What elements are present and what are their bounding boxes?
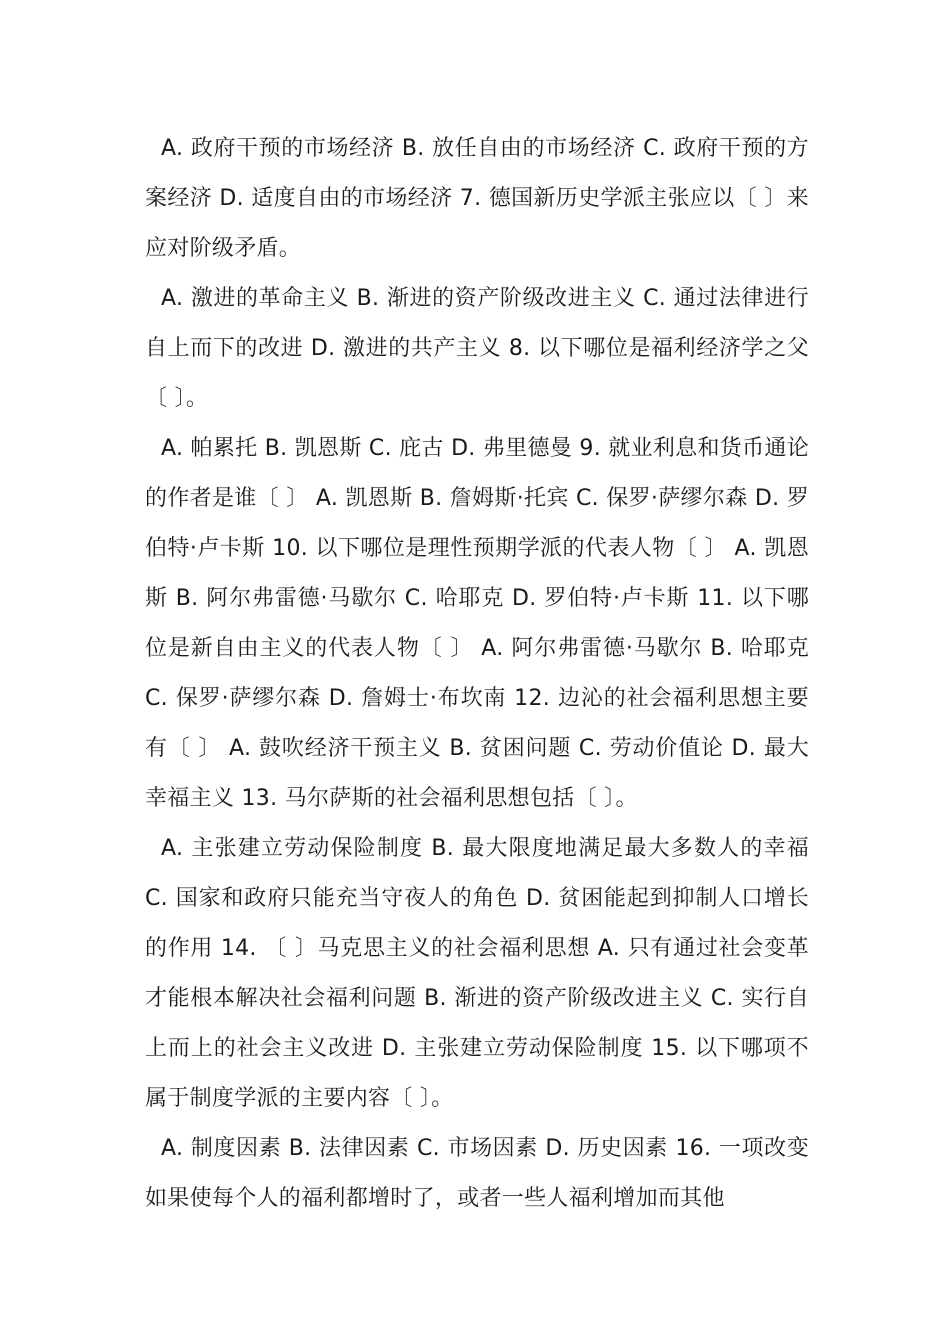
paragraph-options-q15-q16: A. 制度因素 B. 法律因素 C. 市场因素 D. 历史因素 16. 一项改变如果使每个人的福利都增时了，或者一些人福利增加而其他 [145, 1136, 809, 1211]
paragraph-options-q6-q7: A. 政府干预的市场经济 B. 放任自由的市场经济 C. 政府干预的方案经济 D. 适度自由的市场经济 7. 德国新历史学派主张应以〔 〕来应对阶级矛盾。 [145, 136, 809, 261]
paragraph-options-q13-q15: A. 主张建立劳动保险制度 B. 最大限度地满足最大多数人的幸福 C. 国家和政府只能充当守夜人的角色 D. 贫困能起到抑制人口增长的作用 14. 〔 〕马克思主义的社会福利思想 A. 只有通过社会变革才能根本解决社会福利问题 B. 渐进的资产阶级改进主义 C. 实行自上而上的社会主义改进 D. 主张建立劳动保险制度 15. 以下哪项不属于制度学派的主要内容〔 〕。 [145, 836, 809, 1111]
document-body [145, 124, 809, 1224]
paragraph-options-q7-q8: A. 激进的革命主义 B. 渐进的资产阶级改进主义 C. 通过法律进行自上而下的改进 D. 激进的共产主义 8. 以下哪位是福利经济学之父〔 〕。 [145, 286, 809, 411]
paragraph-options-q8-q13: A. 帕累托 B. 凯恩斯 C. 庇古 D. 弗里德曼 9. 就业利息和货币通论的作者是谁〔 〕 A. 凯恩斯 B. 詹姆斯·托宾 C. 保罗·萨缪尔森 D. 罗伯特·卢卡斯 10. 以下哪位是理性预期学派的代表人物〔 〕 A. 凯恩斯 B. 阿尔弗雷德·马歇尔 C. 哈耶克 D. 罗伯特·卢卡斯 11. 以下哪位是新自由主义的代表人物〔 〕 A. 阿尔弗雷德·马歇尔 B. 哈耶克 C. 保罗·萨缪尔森 D. 詹姆士·布坎南 12. 边沁的社会福利思想主要有〔 〕 A. 鼓吹经济干预主义 B. 贫困问题 C. 劳动价值论 D. 最大幸福主义 13. 马尔萨斯的社会福利思想包括〔 〕。 [145, 436, 809, 811]
